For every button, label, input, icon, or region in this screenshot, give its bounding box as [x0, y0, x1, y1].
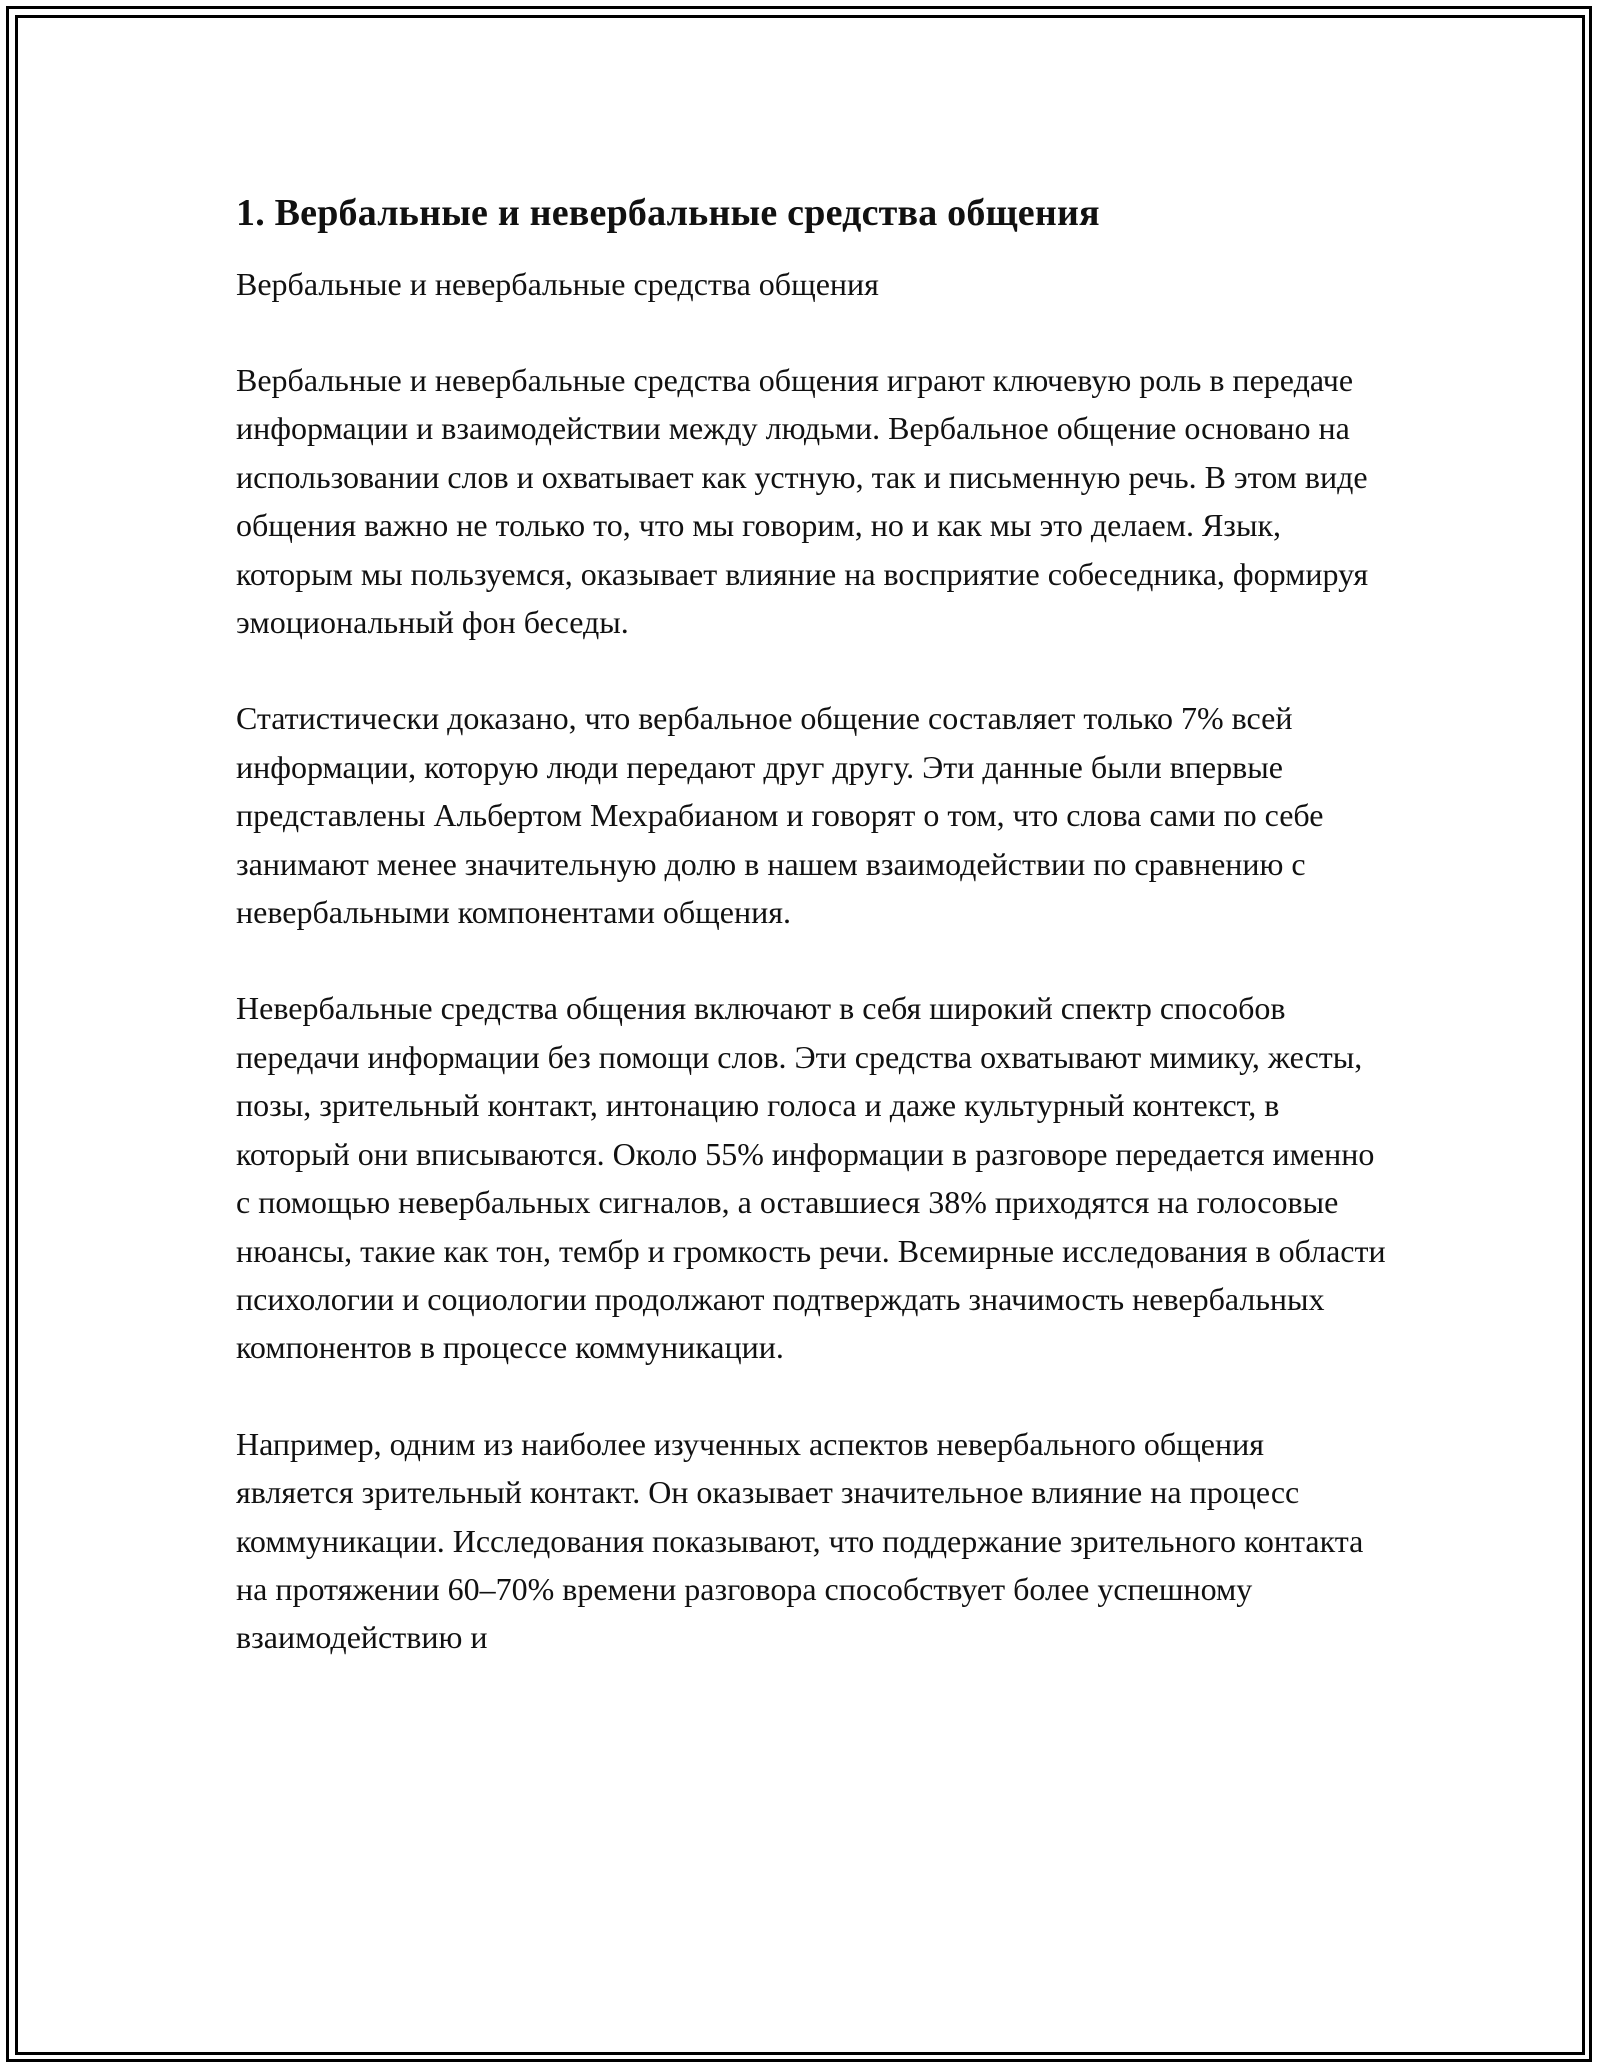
section-subtitle: Вербальные и невербальные средства общения	[236, 266, 879, 302]
paragraph-nonverbal-means: Невербальные средства общения включают в себя широкий спектр способов передачи информации без помощи слов. Эти средства охватывают мимику, жесты, позы, зрительный контакт, интонацию голоса и даже культурный контекст, в который они вписываются. Около 55% информации в разговоре передается именно с помощью невербальных сигналов, а оставшиеся 38% приходятся на голосовые нюансы, такие как тон, тембр и громкость речи. Всемирные исследования в области психологии и социологии продолжают подтверждать значимость невербальных компонентов в процессе коммуникации.	[236, 990, 1386, 1366]
paragraph-verbal-statistics: Статистически доказано, что вербальное общение составляет только 7% всей информации, которую люди передают друг другу. Эти данные были впервые представлены Альбертом Мехрабианом и говорят о том, что слова сами по себе занимают менее значительную долю в нашем взаимодействии по сравнению с невербальными компонентами общения.	[236, 700, 1324, 931]
section-heading: 1. Вербальные и невербальные средства общения	[236, 192, 1100, 234]
paragraph-eye-contact: Например, одним из наиболее изученных аспектов невербального общения является зрительный контакт. Он оказывает значительное влияние на процесс коммуникации. Исследования показывают, что поддержание зрительного контакта на протяжении 60–70% времени разговора способствует более успешному взаимодействию и	[236, 1425, 1364, 1656]
document-body	[236, 184, 1386, 1662]
paragraph-verbal-overview: Вербальные и невербальные средства общения играют ключевую роль в передаче информации и взаимодействии между людьми. Вербальное общение основано на использовании слов и охватывает как устную, так и письменную речь. В этом виде общения важно не только то, что мы говорим, но и как мы это делаем. Язык, которым мы пользуемся, оказывает влияние на восприятие собеседника, формируя эмоциональный фон беседы.	[236, 362, 1369, 641]
